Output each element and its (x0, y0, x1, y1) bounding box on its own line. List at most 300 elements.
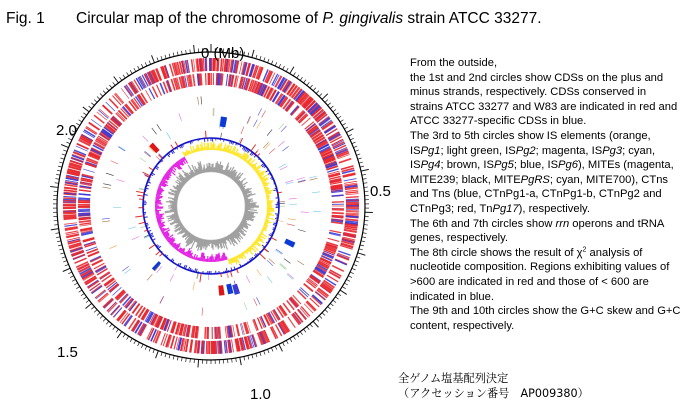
feature-mark (152, 128, 157, 134)
scale-tick (360, 166, 364, 167)
scale-tick (271, 61, 273, 65)
gc-skew-mark (267, 211, 274, 212)
feature-mark (254, 299, 257, 306)
scale-tick (319, 316, 322, 319)
title-species: P. gingivalis (322, 10, 404, 27)
feature-mark (118, 147, 125, 151)
cds-mark-minus (83, 169, 95, 172)
scale-tick (76, 287, 79, 289)
scale-tick (74, 283, 77, 285)
chi-square-mark (171, 145, 174, 149)
scale-tick (362, 237, 366, 238)
scale-tick (127, 336, 129, 339)
scale-tick (297, 334, 299, 337)
scale-tick (363, 229, 367, 230)
scale-tick (316, 91, 319, 94)
scale-tick (275, 62, 277, 66)
feature-mark (124, 269, 130, 274)
scale-tick (338, 293, 341, 295)
chi-square-mark (249, 261, 250, 262)
scale-tick (55, 183, 59, 184)
scale-tick (62, 154, 66, 155)
feature-mark (102, 221, 110, 222)
gc-skew-mark (266, 195, 269, 196)
feature-mark (257, 269, 262, 275)
chi-square-mark (261, 161, 262, 162)
feature-mark (263, 142, 268, 148)
scale-label-0: 0 (Mb) (201, 45, 245, 62)
scale-tick (123, 75, 125, 78)
chi-square-mark (165, 254, 166, 255)
chi-square-mark (251, 258, 253, 260)
cds-mark-minus (290, 106, 298, 115)
scale-tick (264, 351, 265, 355)
cds-mark-plus (218, 341, 219, 354)
cds-mark-minus (233, 325, 235, 337)
feature-mark (102, 218, 110, 219)
feature-rings (102, 96, 321, 315)
feature-mark (219, 120, 220, 128)
scale-tick (55, 179, 59, 180)
feature-mark (282, 146, 288, 151)
cds-plus-strand-ring (63, 58, 359, 354)
gc-skew-mark (197, 258, 198, 261)
scale-tick (232, 359, 233, 363)
feature-mark (297, 177, 305, 179)
gc-skew-mark (193, 257, 194, 259)
scale-tick (256, 353, 257, 357)
scale-tick (363, 233, 367, 234)
scale-label-15: 1.5 (57, 344, 78, 361)
cds-mark-plus (64, 225, 77, 227)
chi-square-mark (172, 260, 174, 262)
scale-tick (342, 123, 345, 125)
chi-square-mark (152, 172, 153, 173)
chi-square-mark (262, 162, 263, 163)
scale-tick (50, 186, 58, 187)
scale-tick (293, 336, 295, 339)
scale-tick (338, 116, 341, 118)
scale-tick (141, 344, 143, 348)
scale-tick (322, 94, 328, 100)
gc-content-mark (170, 209, 177, 210)
cds-mark-minus (79, 223, 91, 225)
scale-tick (279, 344, 283, 351)
chi-square-mark (260, 253, 266, 259)
scale-tick (72, 279, 76, 281)
chi-square-mark (255, 254, 257, 256)
chi-square-mark (269, 235, 272, 237)
cds-mark-plus (111, 306, 120, 316)
cds-mark-minus (258, 318, 263, 329)
scale-tick (190, 359, 191, 363)
scale-tick (58, 166, 62, 167)
chi-square-mark (149, 167, 153, 170)
chi-square-mark (243, 147, 244, 150)
scale-tick (293, 72, 295, 75)
chi-square-mark (272, 179, 274, 180)
chi-square-mark (175, 148, 176, 149)
cds-mark-plus (63, 196, 76, 197)
scale-tick (100, 316, 103, 319)
feature-mark (244, 302, 247, 310)
feature-mark (157, 124, 161, 131)
ctn-block (232, 284, 240, 295)
scale-tick (81, 116, 84, 118)
gc-skew-mark (198, 258, 199, 261)
scale-tick (66, 142, 70, 144)
feature-mark (132, 236, 139, 239)
chi-square-mark (156, 245, 158, 246)
cds-mark-plus (332, 266, 344, 272)
scale-tick (141, 64, 143, 68)
cds-mark-minus (78, 198, 90, 199)
gc-skew-mark (266, 196, 270, 197)
chi-square-mark (192, 141, 193, 143)
gc-skew-mark (156, 198, 161, 199)
scale-tick (333, 300, 336, 302)
scale-label-10: 1.0 (250, 386, 271, 403)
scale-tick (319, 94, 322, 97)
scale-tick (286, 340, 288, 343)
chi-square-mark (166, 255, 168, 257)
cds-mark-plus (335, 260, 347, 265)
feature-mark (289, 198, 297, 199)
scale-tick (59, 249, 63, 250)
scale-tick (123, 334, 125, 337)
scale-tick (348, 134, 352, 136)
chi-square-mark (157, 246, 159, 248)
feature-mark (143, 136, 149, 142)
feature-mark (119, 146, 126, 150)
cds-mark-minus (79, 221, 91, 222)
figure-legend (410, 56, 682, 333)
ctn-block (226, 283, 233, 294)
scale-tick (362, 174, 366, 175)
cds-mark-plus (115, 93, 123, 103)
title-text: Circular map of the chromosome of (76, 10, 323, 27)
scale-tick (271, 348, 273, 352)
chi-square-mark (181, 145, 183, 148)
scale-tick (186, 50, 187, 54)
scale-tick (333, 109, 336, 111)
chi-square-mark (247, 262, 248, 263)
scale-tick (138, 66, 140, 70)
feature-mark (258, 108, 262, 115)
feature-mark (201, 96, 202, 104)
scale-tick (300, 332, 302, 335)
scale-tick (356, 257, 360, 258)
chi-square-mark (137, 195, 143, 196)
feature-mark (256, 297, 260, 304)
gc-skew-mark (266, 215, 269, 216)
scale-tick (344, 127, 347, 129)
chi-square-mark (270, 174, 272, 175)
scale-tick (313, 321, 318, 327)
chi-square-mark (206, 131, 207, 138)
feature-mark (287, 224, 295, 226)
chi-square-mark (139, 222, 145, 224)
chi-square-mark (264, 249, 268, 252)
scale-tick (94, 100, 97, 103)
feature-mark (262, 111, 266, 118)
scale-tick (283, 342, 285, 346)
scale-tick (57, 170, 61, 171)
legend-cds: the 1st and 2nd circles show CDSs on the plus and minus strands, respectively. CDSs conserved in strains ATCC 33277 and W83 are indicated in red and ATCC 33277-specific CDSs in blue. (410, 71, 678, 128)
gc-skew-mark (264, 187, 266, 188)
feature-mark (198, 97, 199, 105)
scale-tick (186, 358, 187, 362)
scale-tick (307, 327, 309, 330)
legend-rrn: The 6th and 7th circles show rrn operons and tRNA genes, respectively. (410, 217, 664, 245)
scale-tick (322, 313, 325, 316)
gc-skew-mark (223, 148, 224, 151)
scale-tick (120, 77, 122, 80)
scale-tick (173, 53, 174, 57)
chi-square-mark (251, 144, 256, 150)
scale-tick (363, 179, 367, 180)
scale-tick (350, 138, 354, 140)
feature-mark (103, 187, 111, 188)
scale-tick (109, 324, 112, 327)
scale-tick (63, 261, 67, 262)
chi-square-mark (268, 240, 269, 241)
cds-mark-plus (252, 335, 256, 347)
scale-tick (109, 85, 112, 88)
chi-square-mark (240, 264, 241, 267)
scale-tick (173, 356, 174, 360)
cds-mark-plus (74, 258, 86, 263)
cds-mark-plus (345, 219, 358, 220)
feature-mark (309, 176, 317, 178)
chi-square-mark (252, 257, 254, 259)
scale-tick (268, 59, 269, 63)
scale-tick (359, 249, 363, 250)
cds-mark-minus (226, 74, 228, 86)
chi-square-mark (255, 151, 257, 154)
scale-tick (359, 162, 363, 163)
chi-square-mark (237, 269, 239, 273)
cds-mark-minus (217, 327, 218, 339)
chi-square-mark (156, 166, 159, 168)
scale-tick (165, 55, 166, 59)
scale-tick (340, 120, 343, 122)
feature-mark (179, 113, 182, 121)
chi-square-mark (257, 253, 258, 254)
scale-tick (358, 158, 362, 159)
scale-tick (352, 142, 356, 144)
scale-tick (51, 229, 59, 230)
scale-tick (58, 245, 62, 246)
gc-content-mark (245, 204, 256, 205)
chi-square-mark (275, 188, 277, 189)
accession-note (398, 371, 589, 401)
scale-tick (352, 268, 356, 270)
scale-tick (268, 349, 269, 353)
gc-skew-mark (159, 185, 161, 186)
scale-tick (177, 356, 178, 360)
chi-square-mark (171, 259, 173, 261)
feature-mark (248, 116, 251, 123)
scale-tick (79, 120, 82, 122)
chi-square-mark (245, 263, 246, 264)
scale-tick (297, 75, 299, 78)
feature-mark (246, 276, 250, 283)
chi-square-mark (149, 233, 150, 234)
chi-square-mark (200, 273, 201, 282)
feature-mark (281, 126, 286, 132)
feature-mark (301, 212, 309, 213)
scale-tick (264, 58, 265, 62)
feature-mark (128, 227, 136, 229)
cds-mark-minus (220, 327, 221, 339)
scale-tick (113, 82, 115, 85)
feature-mark (106, 173, 114, 175)
feature-mark (170, 274, 174, 281)
cds-mark-plus (220, 341, 221, 354)
scale-tick (130, 338, 132, 341)
scale-tick (70, 276, 74, 278)
scale-tick (68, 272, 72, 274)
cds-mark-minus (218, 327, 219, 339)
chi-square-mark (148, 180, 150, 181)
scale-tick (127, 72, 129, 75)
scale-tick (106, 321, 109, 324)
scale-tick (91, 103, 94, 106)
feature-mark (284, 259, 290, 264)
gc-content-mark (207, 163, 208, 172)
cds-mark-plus (345, 190, 358, 191)
cds-mark-minus (332, 213, 344, 214)
chi-square-mark (179, 146, 180, 148)
chi-square-mark (257, 154, 259, 157)
chi-square-mark (273, 229, 275, 230)
scale-tick (356, 154, 360, 155)
rrn-operon-block (284, 239, 295, 248)
gc-skew-mark (191, 151, 192, 153)
scale-tick (307, 82, 309, 85)
scale-label-20: 2.0 (56, 122, 77, 139)
chi-square-mark (164, 157, 165, 158)
rrn-operon-block (220, 117, 227, 128)
chi-square-mark (275, 219, 278, 220)
feature-mark (280, 264, 286, 269)
scale-tick (79, 290, 82, 292)
chi-square-mark (272, 233, 273, 234)
scale-tick (358, 253, 366, 255)
scale-tick (286, 68, 288, 71)
cds-mark-plus (346, 197, 359, 198)
feature-mark (145, 151, 151, 156)
scale-tick (353, 264, 357, 266)
scale-tick (300, 77, 302, 80)
scale-tick (149, 61, 151, 65)
chi-square-mark (262, 245, 265, 247)
cds-mark-plus (346, 212, 359, 213)
scale-tick (310, 85, 313, 88)
chi-square-mark (149, 233, 153, 235)
scale-tick (63, 150, 67, 151)
chi-square-mark (144, 195, 148, 196)
scale-tick (134, 68, 136, 71)
scale-tick (181, 357, 182, 361)
chromosome-circular-map (0, 30, 410, 407)
cds-mark-plus (64, 190, 77, 191)
scale-tick (328, 103, 331, 106)
cds-mark-plus (345, 192, 358, 193)
scale-tick (360, 245, 364, 246)
gc-skew-mark (155, 200, 161, 201)
scale-tick (103, 318, 106, 321)
scale-tick (106, 88, 109, 91)
feature-mark (312, 192, 320, 193)
scale-tick (335, 297, 338, 299)
scale-tick (194, 45, 195, 53)
cds-mark-minus (332, 216, 344, 217)
legend-intro: From the outside, (410, 57, 498, 69)
cds-mark-minus (90, 256, 101, 261)
scale-tick (316, 318, 319, 321)
scale-tick (83, 107, 89, 112)
scale-tick (113, 327, 115, 330)
feature-mark (241, 127, 244, 134)
cds-mark-minus (78, 213, 90, 214)
feature-mark (297, 261, 304, 265)
scale-tick (342, 287, 345, 289)
feature-mark (280, 264, 286, 269)
chi-square-mark (175, 142, 178, 147)
gc-skew-mark (195, 149, 196, 152)
scale-tick (340, 290, 347, 294)
scale-tick (346, 129, 353, 133)
gc-skew-mark (204, 142, 205, 150)
legend-gc: The 9th and 10th circles show the G+C skew and G+C content, respectively. (410, 305, 681, 332)
feature-mark (254, 120, 258, 127)
chi-square-mark (184, 265, 185, 268)
feature-mark (160, 296, 164, 303)
chi-square-mark (249, 259, 251, 261)
accession-line-1: 全ゲノム塩基配列決定 (398, 372, 509, 385)
chi-square-mark (161, 251, 162, 252)
chi-square-mark (144, 230, 147, 231)
gc-skew-mark (221, 258, 222, 261)
scale-tick (156, 351, 159, 359)
chi-square-mark (148, 230, 151, 231)
chi-square-mark (147, 182, 150, 183)
chi-square-mark (165, 156, 166, 157)
scale-tick (153, 349, 154, 353)
scale-tick (157, 58, 158, 62)
scale-tick (236, 358, 237, 362)
scale-tick (61, 145, 68, 148)
cds-mark-plus (191, 59, 193, 72)
feature-mark (269, 148, 275, 153)
chi-square-mark (242, 265, 243, 266)
gc-skew-mark (204, 256, 205, 262)
chi-square-mark (168, 153, 170, 155)
gc-skew-mark (193, 150, 194, 153)
scale-tick (161, 56, 162, 60)
cds-mark-plus (346, 213, 359, 214)
chi-square-mark (268, 173, 271, 174)
cds-mark-plus (161, 333, 165, 345)
scale-tick (55, 233, 59, 234)
cds-mark-minus (328, 238, 340, 241)
accession-line-2: （アクセッション番号 AP009380） (398, 387, 589, 400)
gc-content-baseline (177, 172, 245, 240)
scale-tick (248, 356, 249, 360)
scale-tick (63, 268, 70, 271)
